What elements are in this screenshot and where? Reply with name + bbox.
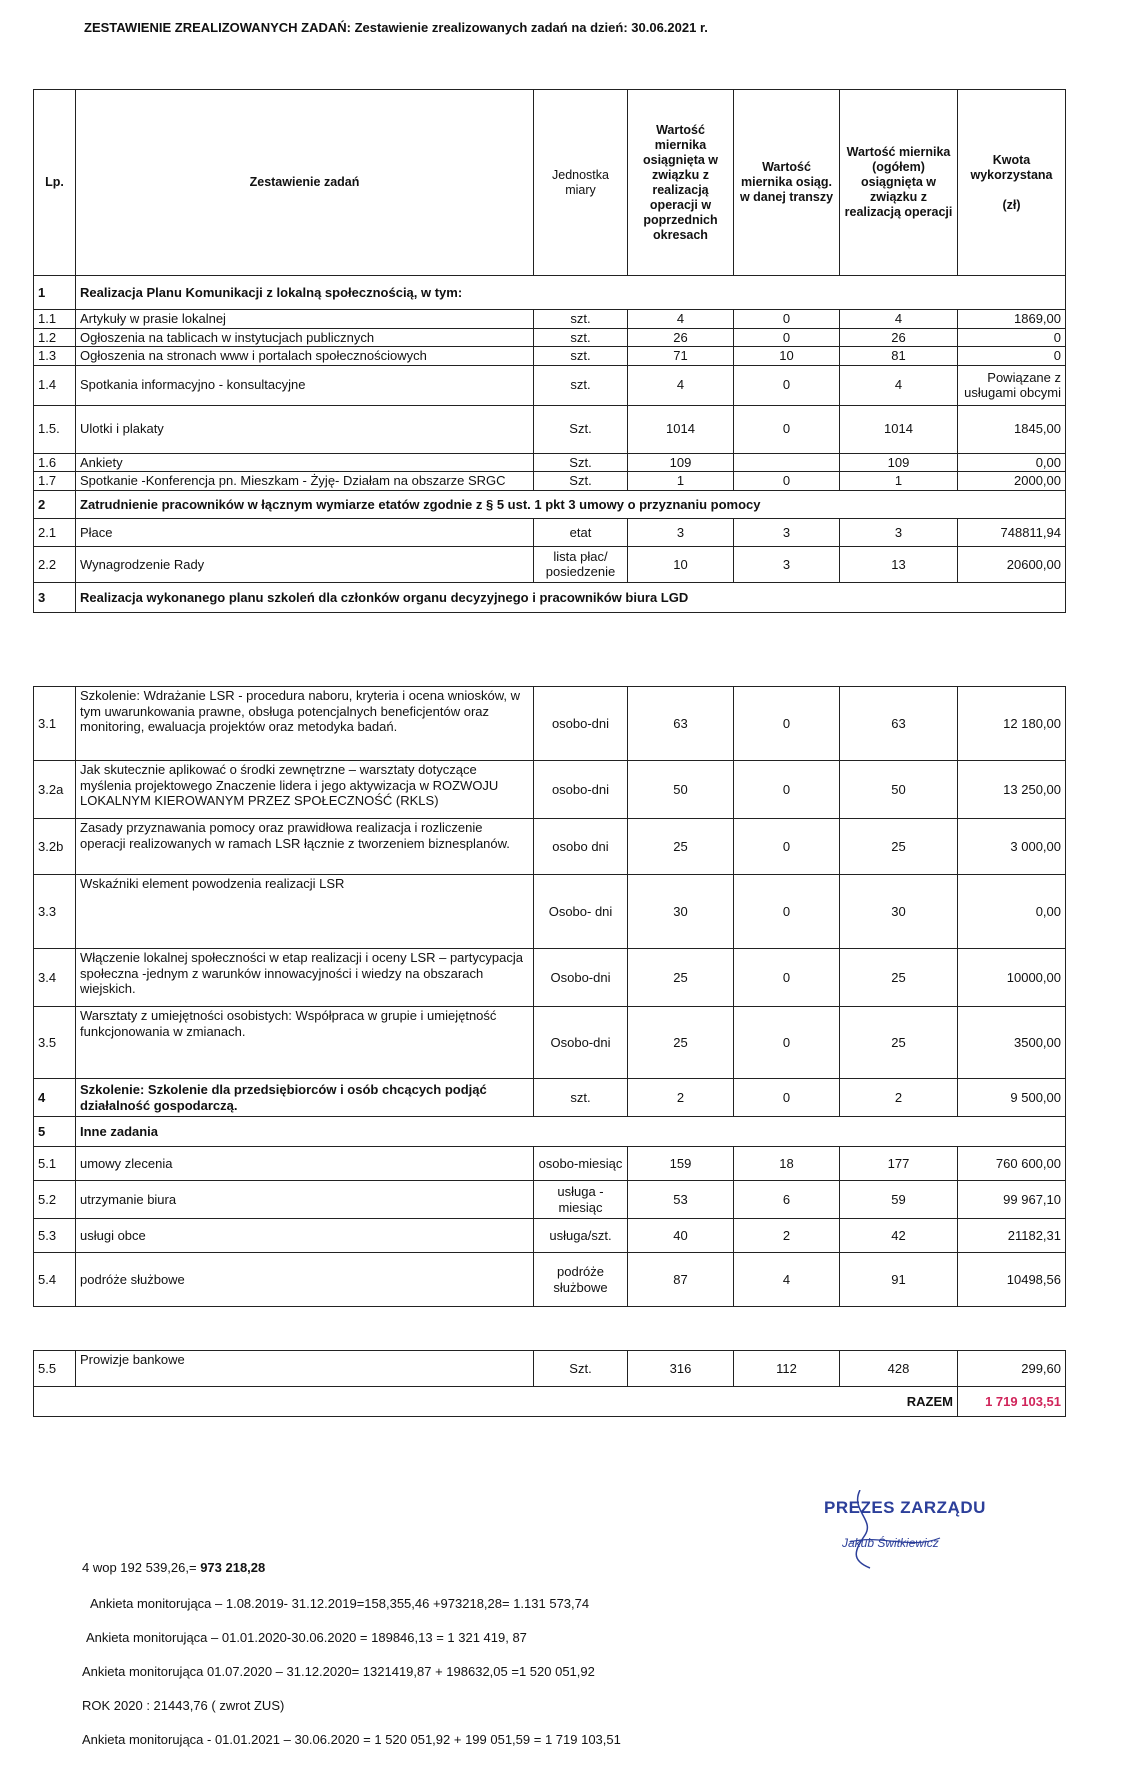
table-row: [34, 1181, 1066, 1219]
cell-lp: 5.1: [34, 1147, 76, 1181]
cell-amount: 10498,56: [958, 1253, 1066, 1307]
cell-transza: 3: [734, 546, 840, 582]
table-row: [34, 819, 1066, 875]
cell-amount: 0: [958, 328, 1066, 347]
cell-unit: podróże służbowe: [534, 1253, 628, 1307]
cell-name: Wynagrodzenie Rady: [76, 546, 534, 582]
cell-prev: 40: [628, 1219, 734, 1253]
cell-lp: 5.3: [34, 1219, 76, 1253]
cell-lp: 5.4: [34, 1253, 76, 1307]
cell-transza: 0: [734, 328, 840, 347]
table-row: [34, 875, 1066, 949]
cell-amount: 760 600,00: [958, 1147, 1066, 1181]
cell-prev: 159: [628, 1147, 734, 1181]
section-label: Realizacja wykonanego planu szkoleń dla członków organu decyzyjnego i pracowników biura LGD: [76, 582, 1066, 612]
cell-amount: 21182,31: [958, 1219, 1066, 1253]
cell-total: 4: [840, 365, 958, 405]
cell-lp: 3.2b: [34, 819, 76, 875]
table-row: [34, 1007, 1066, 1079]
table-row: [34, 546, 1066, 582]
stamp-title: PREZES ZARZĄDU: [824, 1498, 986, 1517]
cell-prev: 1014: [628, 405, 734, 453]
cell-lp: 3.2a: [34, 761, 76, 819]
cell-prev: 25: [628, 819, 734, 875]
cell-unit: szt.: [534, 310, 628, 329]
cell-amount: 13 250,00: [958, 761, 1066, 819]
cell-unit: osobo dni: [534, 819, 628, 875]
cell-unit: Szt.: [534, 472, 628, 491]
header-wartosc-ogolem: Wartość miernika (ogółem) osiągnięta w związku z realizacją operacji: [840, 90, 958, 276]
table-row: [34, 347, 1066, 366]
cell-lp: 3.1: [34, 687, 76, 761]
cell-unit: Szt.: [534, 1351, 628, 1387]
cell-amount: 99 967,10: [958, 1181, 1066, 1219]
section-row: [34, 276, 1066, 310]
table-row: [34, 1351, 1066, 1387]
cell-transza: 0: [734, 310, 840, 329]
cell-prev: 63: [628, 687, 734, 761]
cell-amount: 1869,00: [958, 310, 1066, 329]
cell-transza: 0: [734, 405, 840, 453]
cell-amount: 299,60: [958, 1351, 1066, 1387]
header-lp: Lp.: [34, 90, 76, 276]
cell-transza: 0: [734, 819, 840, 875]
cell-name: Ulotki i plakaty: [76, 405, 534, 453]
section-label: Inne zadania: [76, 1117, 1066, 1147]
cell-transza: 0: [734, 949, 840, 1007]
cell-transza: 10: [734, 347, 840, 366]
cell-unit: usługa/szt.: [534, 1219, 628, 1253]
section-lp: 4: [34, 1079, 76, 1117]
cell-lp: 3.4: [34, 949, 76, 1007]
cell-transza: 0: [734, 761, 840, 819]
cell-lp: 3.3: [34, 875, 76, 949]
header-kwota-unit: (zł): [1002, 197, 1021, 212]
header-kwota-label: Kwota wykorzystana: [970, 152, 1053, 182]
note-bold: 973 218,28: [200, 1560, 266, 1575]
section-lp: 5: [34, 1117, 76, 1147]
tasks-table-bottom: [33, 1350, 1066, 1417]
cell-prev: 109: [628, 453, 734, 472]
cell-name: utrzymanie biura: [76, 1181, 534, 1219]
cell-amount: Powiązane z usługami obcymi: [958, 365, 1066, 405]
header-jednostka: Jednostka miary: [534, 90, 628, 276]
cell-total: 59: [840, 1181, 958, 1219]
razem-value: 1 719 103,51: [958, 1387, 1066, 1417]
cell-total: 50: [840, 761, 958, 819]
signature-stamp: [820, 1490, 1000, 1570]
table-row: [34, 1253, 1066, 1307]
cell-name: Warsztaty z umiejętności osobistych: Współpraca w grupie i umiejętność funkcjonowania w zmianach.: [76, 1007, 534, 1079]
cell-total: 25: [840, 949, 958, 1007]
note-line: Ankieta monitorująca - 01.01.2021 – 30.06.2020 = 1 520 051,92 + 199 051,59 = 1 719 103,51: [82, 1732, 621, 1747]
cell-lp: 1.2: [34, 328, 76, 347]
table-row: [34, 310, 1066, 329]
cell-total: 91: [840, 1253, 958, 1307]
header-kwota: [958, 90, 1066, 276]
cell-name: Płace: [76, 518, 534, 546]
section-lp: 2: [34, 490, 76, 518]
cell-unit: Osobo- dni: [534, 875, 628, 949]
cell-total: 81: [840, 347, 958, 366]
cell-prev: 26: [628, 328, 734, 347]
cell-total: 1: [840, 472, 958, 491]
cell-total: 25: [840, 819, 958, 875]
cell-name: Ogłoszenia na tablicach w instytucjach publicznych: [76, 328, 534, 347]
note-line: Ankieta monitorująca – 1.08.2019- 31.12.2019=158,355,46 +973218,28= 1.131 573,74: [90, 1596, 590, 1611]
cell-lp: 5.2: [34, 1181, 76, 1219]
header-wartosc-transza: Wartość miernika osiąg. w danej transzy: [734, 90, 840, 276]
cell-lp: 3.5: [34, 1007, 76, 1079]
cell-transza: 0: [734, 1079, 840, 1117]
cell-prev: 316: [628, 1351, 734, 1387]
cell-transza: 112: [734, 1351, 840, 1387]
cell-unit: Osobo-dni: [534, 1007, 628, 1079]
cell-transza: 3: [734, 518, 840, 546]
cell-total: 177: [840, 1147, 958, 1181]
note-text: 4 wop 192 539,26,=: [82, 1560, 201, 1575]
cell-lp: 2.2: [34, 546, 76, 582]
cell-name: umowy zlecenia: [76, 1147, 534, 1181]
cell-prev: 10: [628, 546, 734, 582]
note-line: [82, 1560, 265, 1575]
cell-transza: 4: [734, 1253, 840, 1307]
section-label: Realizacja Planu Komunikacji z lokalną społecznością, w tym:: [76, 276, 1066, 310]
cell-unit: szt.: [534, 1079, 628, 1117]
cell-transza: 0: [734, 365, 840, 405]
cell-total: 1014: [840, 405, 958, 453]
cell-amount: 748811,94: [958, 518, 1066, 546]
cell-transza: 0: [734, 687, 840, 761]
document-title: ZESTAWIENIE ZREALIZOWANYCH ZADAŃ: Zestawienie zrealizowanych zadań na dzień: 30.06.2021 r.: [84, 20, 708, 35]
cell-transza: 18: [734, 1147, 840, 1181]
cell-unit: Osobo-dni: [534, 949, 628, 1007]
cell-amount: 0: [958, 347, 1066, 366]
cell-name: Szkolenie: Wdrażanie LSR - procedura naboru, kryteria i ocena wniosków, w tym uwarunkowania prawne, obsługa potencjalnych beneficjentów oraz monitoring, ewaluacja projektów oraz metodyka badań.: [76, 687, 534, 761]
table-row: [34, 518, 1066, 546]
cell-prev: 25: [628, 949, 734, 1007]
cell-amount: 9 500,00: [958, 1079, 1066, 1117]
cell-prev: 2: [628, 1079, 734, 1117]
cell-lp: 1.6: [34, 453, 76, 472]
cell-lp: 1.4: [34, 365, 76, 405]
cell-unit: osobo-dni: [534, 687, 628, 761]
cell-name: podróże służbowe: [76, 1253, 534, 1307]
section-label: Szkolenie: Szkolenie dla przedsiębiorców i osób chcących podjąć działalność gospodarczą.: [76, 1079, 534, 1117]
cell-prev: 30: [628, 875, 734, 949]
cell-lp: 1.5.: [34, 405, 76, 453]
cell-name: Ankiety: [76, 453, 534, 472]
cell-total: 25: [840, 1007, 958, 1079]
cell-amount: 3 000,00: [958, 819, 1066, 875]
tasks-table-middle: [33, 686, 1066, 1307]
cell-total: 26: [840, 328, 958, 347]
cell-total: 109: [840, 453, 958, 472]
cell-total: 4: [840, 310, 958, 329]
cell-name: Spotkanie -Konferencja pn. Mieszkam - Żyję- Działam na obszarze SRGC: [76, 472, 534, 491]
cell-amount: 0,00: [958, 875, 1066, 949]
cell-name: Zasady przyznawania pomocy oraz prawidłowa realizacja i rozliczenie operacji realizowanych w ramach LSR łącznie z tworzeniem biznesplanów.: [76, 819, 534, 875]
table-row: [34, 1219, 1066, 1253]
cell-unit: szt.: [534, 365, 628, 405]
stamp-name: Jakub Świtkiewicz: [842, 1536, 939, 1550]
cell-name: Prowizje bankowe: [76, 1351, 534, 1387]
cell-name: usługi obce: [76, 1219, 534, 1253]
cell-name: Spotkania informacyjno - konsultacyjne: [76, 365, 534, 405]
cell-amount: 10000,00: [958, 949, 1066, 1007]
cell-prev: 1: [628, 472, 734, 491]
table-row: [34, 761, 1066, 819]
cell-amount: 12 180,00: [958, 687, 1066, 761]
cell-prev: 50: [628, 761, 734, 819]
cell-total: 30: [840, 875, 958, 949]
cell-transza: [734, 453, 840, 472]
cell-lp: 1.1: [34, 310, 76, 329]
razem-label: RAZEM: [34, 1387, 958, 1417]
cell-prev: 25: [628, 1007, 734, 1079]
cell-transza: 6: [734, 1181, 840, 1219]
table-row: [34, 472, 1066, 491]
cell-transza: 0: [734, 1007, 840, 1079]
cell-prev: 4: [628, 310, 734, 329]
table-row: [34, 453, 1066, 472]
cell-name: Włączenie lokalnej społeczności w etap realizacji i oceny LSR – partycypacja społeczna -jednym z warunków innowacyjności i wiedzy na obszarach wiejskich.: [76, 949, 534, 1007]
table-row: [34, 1147, 1066, 1181]
cell-total: 63: [840, 687, 958, 761]
table-row: [34, 687, 1066, 761]
cell-total: 428: [840, 1351, 958, 1387]
cell-unit: Szt.: [534, 453, 628, 472]
cell-amount: 0,00: [958, 453, 1066, 472]
header-wartosc-poprzednie: Wartość miernika osiągnięta w związku z realizacją operacji w poprzednich okresach: [628, 90, 734, 276]
section-row: [34, 582, 1066, 612]
cell-unit: lista płac/ posiedzenie: [534, 546, 628, 582]
table-row: [34, 365, 1066, 405]
cell-unit: usługa - miesiąc: [534, 1181, 628, 1219]
note-line: Ankieta monitorująca 01.07.2020 – 31.12.2020= 1321419,87 + 198632,05 =1 520 051,92: [82, 1664, 595, 1679]
cell-transza: 0: [734, 875, 840, 949]
cell-prev: 3: [628, 518, 734, 546]
header-row: [34, 90, 1066, 276]
cell-lp: 2.1: [34, 518, 76, 546]
cell-unit: osobo-dni: [534, 761, 628, 819]
tasks-table-top: [33, 89, 1066, 613]
cell-total: 3: [840, 518, 958, 546]
cell-unit: etat: [534, 518, 628, 546]
table-row: [34, 328, 1066, 347]
section-label: Zatrudnienie pracowników w łącznym wymiarze etatów zgodnie z § 5 ust. 1 pkt 3 umowy o przyznaniu pomocy: [76, 490, 1066, 518]
section-row-4: [34, 1079, 1066, 1117]
cell-unit: osobo-miesiąc: [534, 1147, 628, 1181]
cell-lp: 1.3: [34, 347, 76, 366]
section-lp: 1: [34, 276, 76, 310]
cell-name: Ogłoszenia na stronach www i portalach społecznościowych: [76, 347, 534, 366]
table-row: [34, 405, 1066, 453]
cell-prev: 53: [628, 1181, 734, 1219]
cell-amount: 20600,00: [958, 546, 1066, 582]
note-line: Ankieta monitorująca – 01.01.2020-30.06.2020 = 189846,13 = 1 321 419, 87: [86, 1630, 527, 1645]
section-lp: 3: [34, 582, 76, 612]
cell-prev: 71: [628, 347, 734, 366]
cell-amount: 1845,00: [958, 405, 1066, 453]
note-line: ROK 2020 : 21443,76 ( zwrot ZUS): [82, 1698, 285, 1713]
razem-row: [34, 1387, 1066, 1417]
cell-total: 42: [840, 1219, 958, 1253]
cell-unit: szt.: [534, 347, 628, 366]
section-row: [34, 490, 1066, 518]
cell-name: Wskaźniki element powodzenia realizacji LSR: [76, 875, 534, 949]
cell-total: 13: [840, 546, 958, 582]
table-row: [34, 949, 1066, 1007]
cell-amount: 3500,00: [958, 1007, 1066, 1079]
cell-total: 2: [840, 1079, 958, 1117]
cell-lp: 1.7: [34, 472, 76, 491]
cell-transza: 0: [734, 472, 840, 491]
section-row: [34, 1117, 1066, 1147]
cell-amount: 2000,00: [958, 472, 1066, 491]
cell-prev: 4: [628, 365, 734, 405]
cell-prev: 87: [628, 1253, 734, 1307]
cell-name: Artykuły w prasie lokalnej: [76, 310, 534, 329]
cell-unit: Szt.: [534, 405, 628, 453]
cell-transza: 2: [734, 1219, 840, 1253]
header-zestawienie: Zestawienie zadań: [76, 90, 534, 276]
cell-lp: 5.5: [34, 1351, 76, 1387]
cell-name: Jak skutecznie aplikować o środki zewnętrzne – warsztaty dotyczące myślenia projektowego Znaczenie lidera i jego aktywizacja w ROZWOJU LOKALNYM KIEROWANYM PRZEZ SPOŁECZNOŚĆ (RKLS): [76, 761, 534, 819]
cell-unit: szt.: [534, 328, 628, 347]
